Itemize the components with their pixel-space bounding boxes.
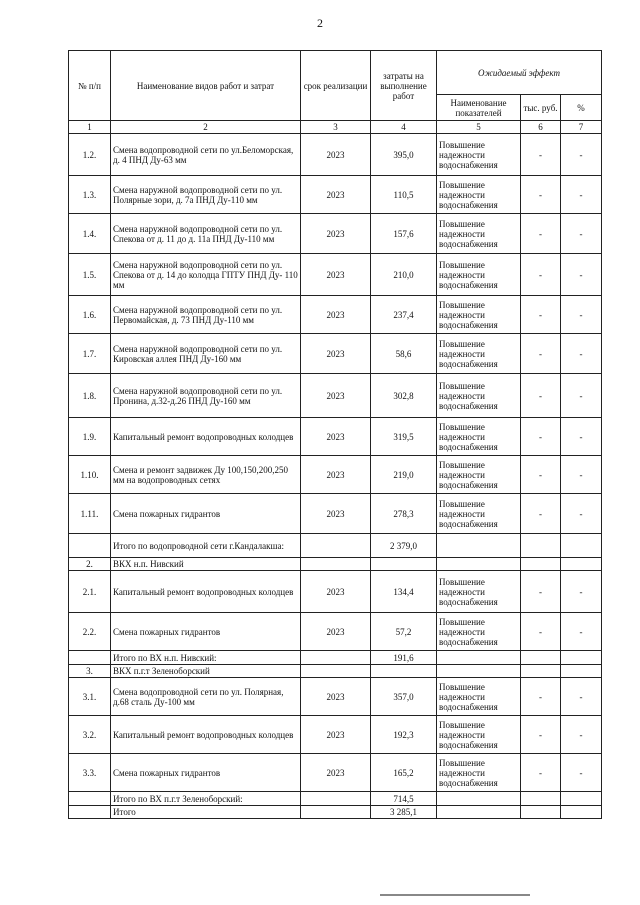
table-row [69, 296, 602, 334]
row-cost: 278,3 [371, 494, 437, 534]
column-number: 5 [437, 121, 521, 134]
row-name: Смена наружной водопроводной сети по ул. Кировская аллея ПНД Ду-160 мм [111, 334, 301, 374]
row-cost: 219,0 [371, 456, 437, 494]
row-rub: - [521, 716, 561, 754]
row-cost: 165,2 [371, 754, 437, 792]
row-term: 2023 [301, 296, 371, 334]
row-rub: - [521, 374, 561, 418]
row-pct: - [561, 334, 602, 374]
row-name: Капитальный ремонт водопроводных колодцев [111, 418, 301, 456]
works-table [68, 50, 602, 819]
row-term: 2023 [301, 214, 371, 254]
row-effect: Повышение надежности водоснабжения [437, 374, 521, 418]
grand-total-label: Итого [111, 806, 301, 819]
row-num: 1.7. [69, 334, 111, 374]
row-term: 2023 [301, 613, 371, 651]
row-effect: Повышение надежности водоснабжения [437, 134, 521, 176]
row-num: 1.6. [69, 296, 111, 334]
row-name: Смена пожарных гидрантов [111, 754, 301, 792]
row-cost: 134,4 [371, 571, 437, 613]
page-number: 2 [317, 16, 323, 30]
subtotal-cost: 191,6 [371, 651, 437, 665]
row-cost: 110,5 [371, 176, 437, 214]
row-effect: Повышение надежности водоснабжения [437, 571, 521, 613]
row-rub: - [521, 418, 561, 456]
column-number: 7 [561, 121, 602, 134]
subtotal-row [69, 534, 602, 558]
subtotal-cost: 2 379,0 [371, 534, 437, 558]
row-rub: - [521, 176, 561, 214]
row-term: 2023 [301, 418, 371, 456]
header-name: Наименование видов работ и затрат [111, 51, 301, 121]
row-rub: - [521, 334, 561, 374]
row-name: Смена наружной водопроводной сети по ул. Пронина, д.32-д.26 ПНД Ду-160 мм [111, 374, 301, 418]
row-cost: 319,5 [371, 418, 437, 456]
row-cost: 395,0 [371, 134, 437, 176]
table-row [69, 418, 602, 456]
header-thousand-rub: тыс. руб. [521, 95, 561, 121]
row-pct: - [561, 613, 602, 651]
row-cost: 357,0 [371, 678, 437, 716]
column-number: 3 [301, 121, 371, 134]
row-name: Капитальный ремонт водопроводных колодцев [111, 571, 301, 613]
row-term: 2023 [301, 134, 371, 176]
row-pct: - [561, 254, 602, 296]
subtotal-row [69, 651, 602, 665]
table-row [69, 716, 602, 754]
row-rub: - [521, 754, 561, 792]
table-row [69, 176, 602, 214]
table-row [69, 374, 602, 418]
table-row [69, 334, 602, 374]
row-term: 2023 [301, 374, 371, 418]
row-name: Смена наружной водопроводной сети по ул. Спекова от д. 14 до колодца ГПТУ ПНД Ду- 110 мм [111, 254, 301, 296]
row-pct: - [561, 571, 602, 613]
row-effect: Повышение надежности водоснабжения [437, 613, 521, 651]
row-effect: Повышение надежности водоснабжения [437, 678, 521, 716]
column-number: 4 [371, 121, 437, 134]
row-rub: - [521, 134, 561, 176]
header-effect: Ожидаемый эффект [437, 51, 602, 95]
row-num: 1.2. [69, 134, 111, 176]
table-row [69, 254, 602, 296]
row-effect: Повышение надежности водоснабжения [437, 176, 521, 214]
column-number: 6 [521, 121, 561, 134]
table-row [69, 214, 602, 254]
row-pct: - [561, 374, 602, 418]
row-num: 1.5. [69, 254, 111, 296]
row-pct: - [561, 176, 602, 214]
row-pct: - [561, 754, 602, 792]
row-term: 2023 [301, 754, 371, 792]
row-effect: Повышение надежности водоснабжения [437, 754, 521, 792]
row-effect: Повышение надежности водоснабжения [437, 296, 521, 334]
row-effect: Повышение надежности водоснабжения [437, 334, 521, 374]
subtotal-label: Итого по водопроводной сети г.Кандалакша: [111, 534, 301, 558]
row-num: 1.3. [69, 176, 111, 214]
row-cost: 237,4 [371, 296, 437, 334]
table-row [69, 754, 602, 792]
row-effect: Повышение надежности водоснабжения [437, 214, 521, 254]
header-num: № п/п [69, 51, 111, 121]
row-term: 2023 [301, 334, 371, 374]
row-rub: - [521, 613, 561, 651]
row-effect: Повышение надежности водоснабжения [437, 716, 521, 754]
row-name: Смена наружной водопроводной сети по ул. Полярные зори, д. 7а ПНД Ду-110 мм [111, 176, 301, 214]
row-name: Смена наружной водопроводной сети по ул. Спекова от д. 11 до д. 11а ПНД Ду-110 мм [111, 214, 301, 254]
row-num: 2.2. [69, 613, 111, 651]
section-row [69, 665, 602, 678]
subtotal-label: Итого по ВХ п.г.т Зеленоборский: [111, 792, 301, 806]
header-indicator-name: Наименование показателей [437, 95, 521, 121]
row-effect: Повышение надежности водоснабжения [437, 494, 521, 534]
subtotal-row [69, 792, 602, 806]
row-pct: - [561, 418, 602, 456]
row-term: 2023 [301, 176, 371, 214]
column-number: 1 [69, 121, 111, 134]
row-rub: - [521, 214, 561, 254]
row-effect: Повышение надежности водоснабжения [437, 418, 521, 456]
row-rub: - [521, 296, 561, 334]
header-term: срок реализации [301, 51, 371, 121]
subtotal-cost: 714,5 [371, 792, 437, 806]
row-rub: - [521, 456, 561, 494]
row-effect: Повышение надежности водоснабжения [437, 456, 521, 494]
table-header [69, 51, 602, 134]
row-effect: Повышение надежности водоснабжения [437, 254, 521, 296]
row-term: 2023 [301, 456, 371, 494]
row-name: Смена водопроводной сети по ул.Беломорская, д. 4 ПНД Ду-63 мм [111, 134, 301, 176]
row-num: 2.1. [69, 571, 111, 613]
row-num: 1.11. [69, 494, 111, 534]
row-pct: - [561, 678, 602, 716]
row-term: 2023 [301, 571, 371, 613]
row-rub: - [521, 678, 561, 716]
table-row [69, 494, 602, 534]
row-pct: - [561, 214, 602, 254]
row-pct: - [561, 296, 602, 334]
row-cost: 157,6 [371, 214, 437, 254]
section-num: 2. [69, 558, 111, 571]
row-pct: - [561, 456, 602, 494]
row-num: 3.3. [69, 754, 111, 792]
column-numbers-row [69, 121, 602, 134]
table-row [69, 613, 602, 651]
row-num: 1.8. [69, 374, 111, 418]
row-term: 2023 [301, 254, 371, 296]
section-row [69, 558, 602, 571]
row-name: Смена пожарных гидрантов [111, 494, 301, 534]
row-pct: - [561, 716, 602, 754]
row-cost: 57,2 [371, 613, 437, 651]
row-pct: - [561, 134, 602, 176]
row-pct: - [561, 494, 602, 534]
section-num: 3. [69, 665, 111, 678]
row-term: 2023 [301, 716, 371, 754]
table-row [69, 678, 602, 716]
scan-edge-mark [380, 894, 530, 896]
row-cost: 302,8 [371, 374, 437, 418]
row-num: 3.1. [69, 678, 111, 716]
row-num: 1.10. [69, 456, 111, 494]
row-rub: - [521, 254, 561, 296]
row-rub: - [521, 494, 561, 534]
row-cost: 192,3 [371, 716, 437, 754]
row-cost: 58,6 [371, 334, 437, 374]
section-title: ВКХ н.п. Нивский [111, 558, 301, 571]
grand-total-row [69, 806, 602, 819]
row-num: 3.2. [69, 716, 111, 754]
column-number: 2 [111, 121, 301, 134]
row-name: Смена наружной водопроводной сети по ул. Первомайская, д. 73 ПНД Ду-110 мм [111, 296, 301, 334]
row-name: Смена водопроводной сети по ул. Полярная, д.68 сталь Ду-100 мм [111, 678, 301, 716]
section-title: ВКХ п.г.т Зеленоборский [111, 665, 301, 678]
table-row [69, 571, 602, 613]
subtotal-label: Итого по ВХ н.п. Нивский: [111, 651, 301, 665]
row-name: Смена пожарных гидрантов [111, 613, 301, 651]
row-cost: 210,0 [371, 254, 437, 296]
header-percent: % [561, 95, 602, 121]
row-rub: - [521, 571, 561, 613]
table-row [69, 456, 602, 494]
row-name: Смена и ремонт задвижек Ду 100,150,200,250 мм на водопроводных сетях [111, 456, 301, 494]
table-row [69, 134, 602, 176]
row-term: 2023 [301, 678, 371, 716]
grand-total-cost: 3 285,1 [371, 806, 437, 819]
header-cost: затраты на выполнение работ [371, 51, 437, 121]
row-num: 1.4. [69, 214, 111, 254]
row-name: Капитальный ремонт водопроводных колодцев [111, 716, 301, 754]
row-num: 1.9. [69, 418, 111, 456]
row-term: 2023 [301, 494, 371, 534]
